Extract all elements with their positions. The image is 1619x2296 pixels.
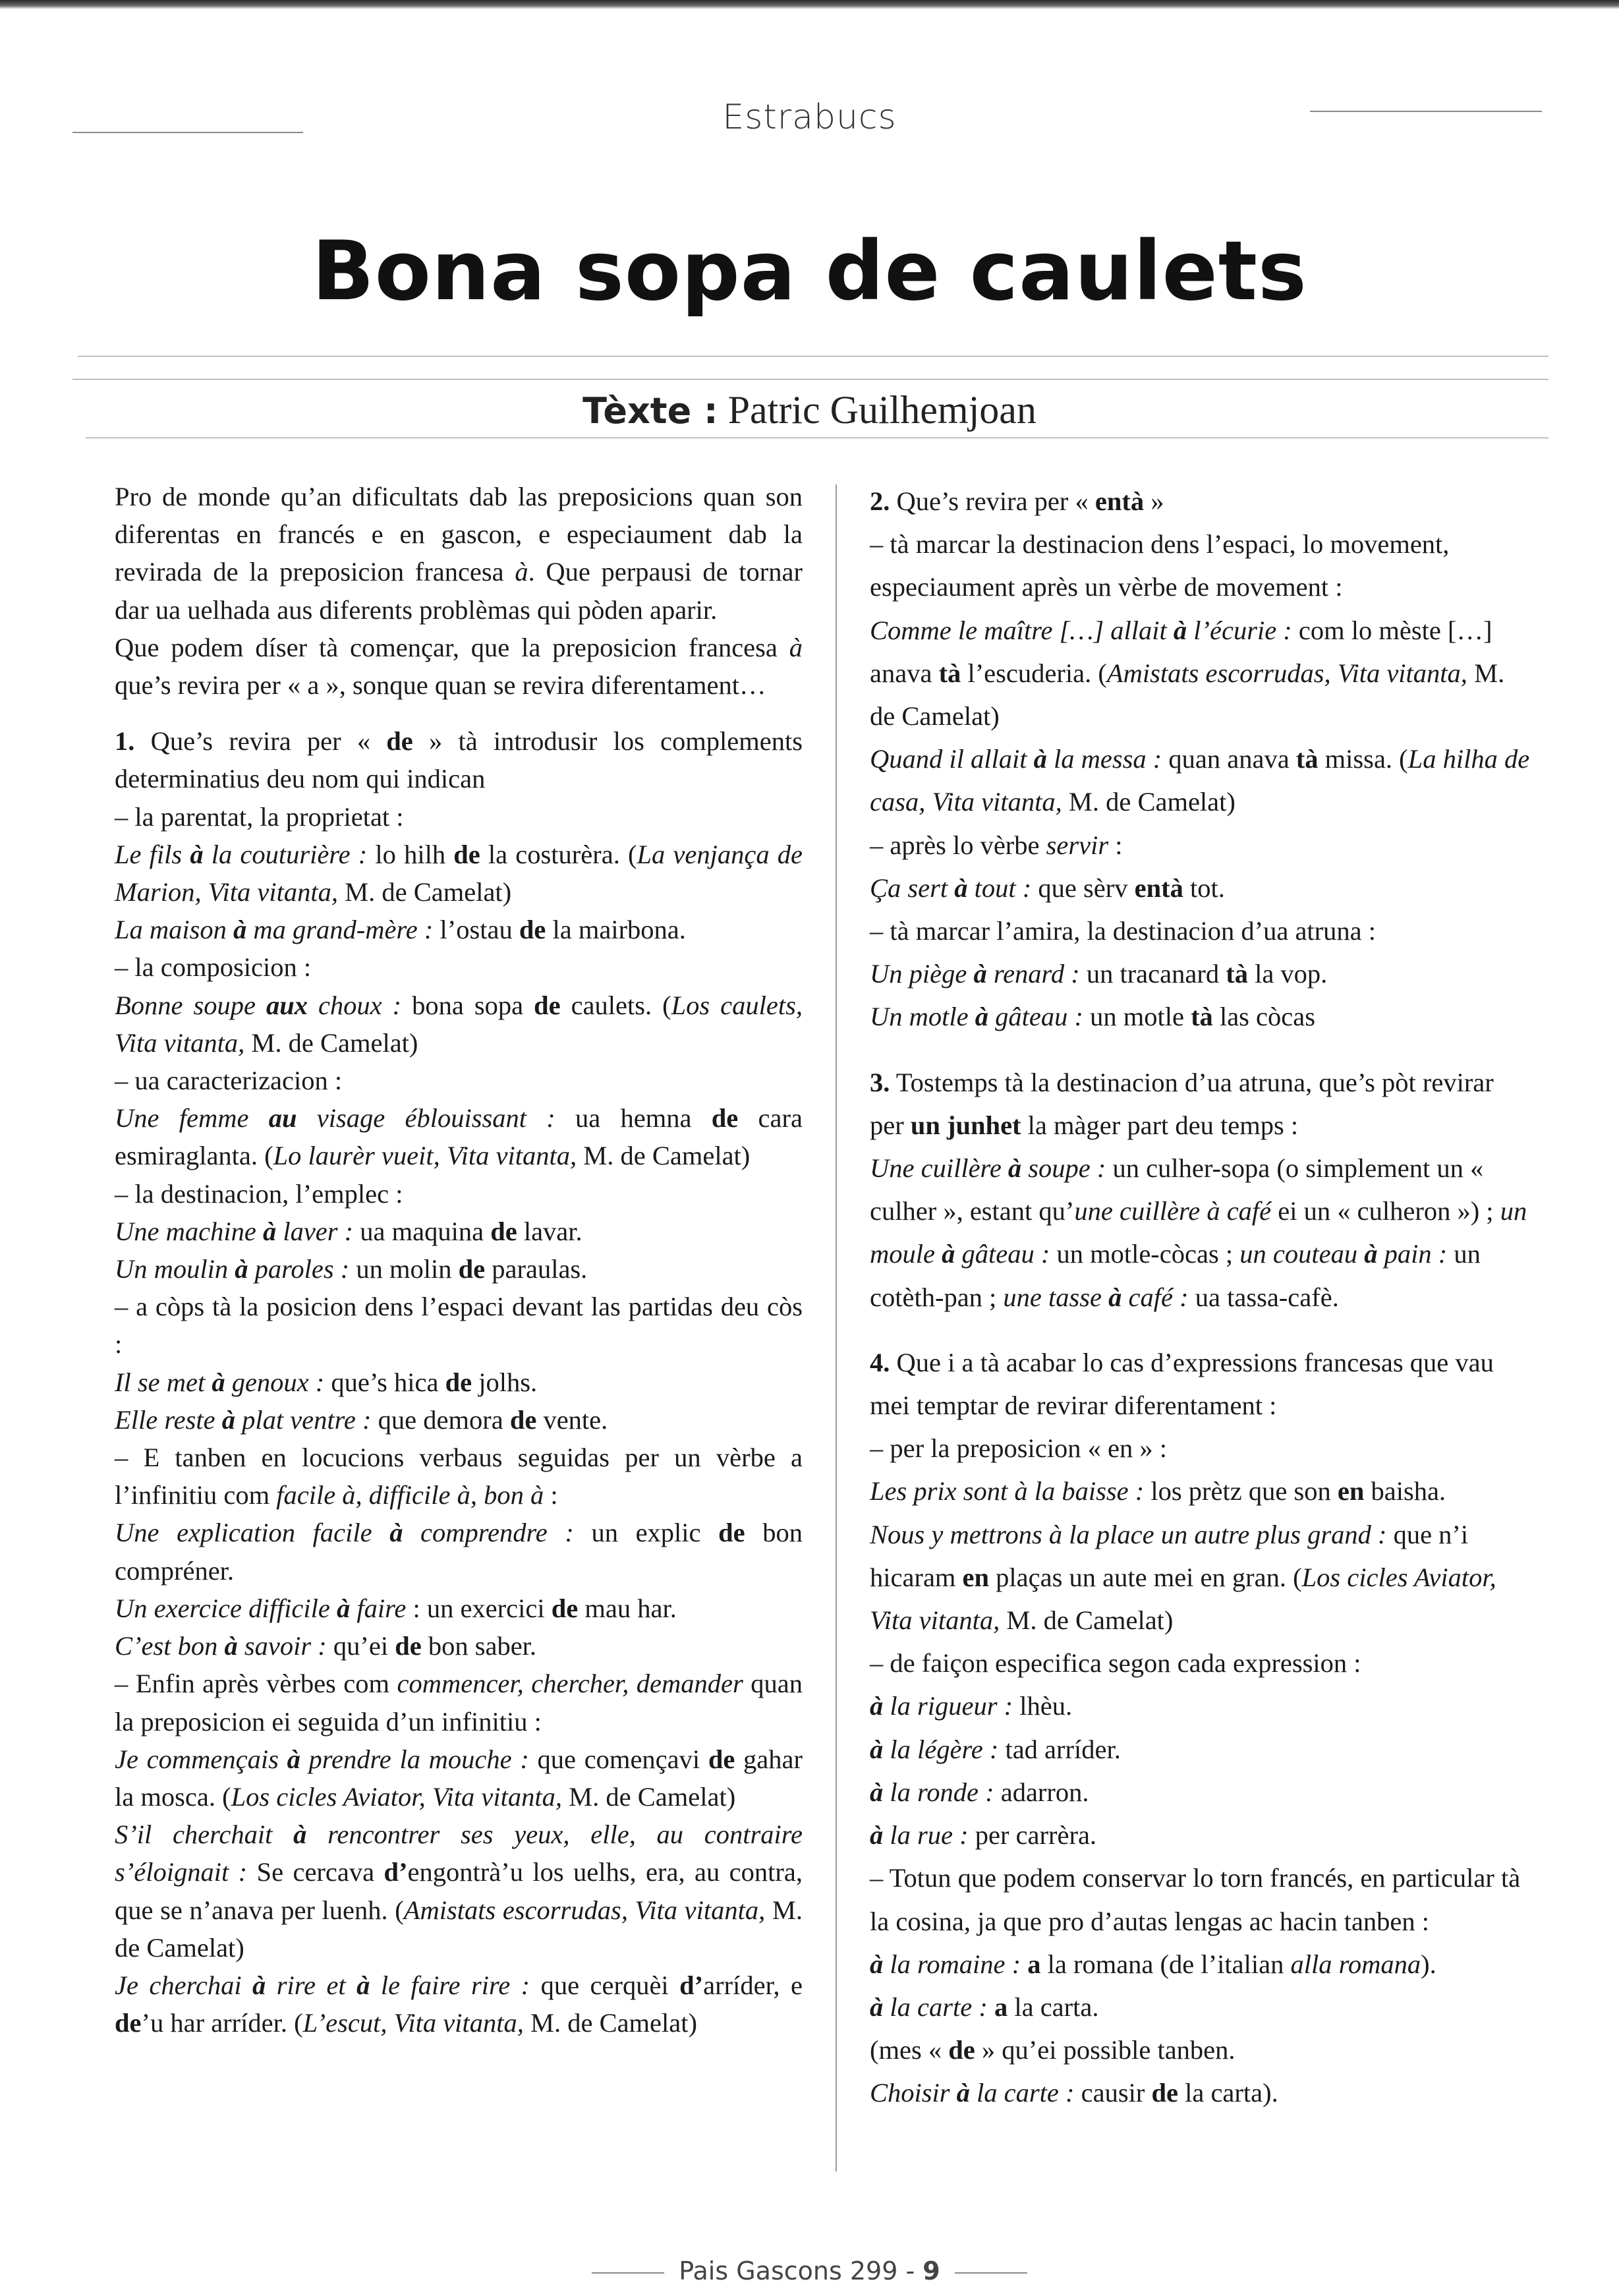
paragraph: 3. Tostemps tà la destinacion d’ua atruna, que’s pòt revirar per un junhet la màger part deu temps : bbox=[870, 1067, 1494, 1140]
paragraph-gap bbox=[870, 1039, 1530, 1061]
paragraph: 4. Que i a tà acabar lo cas d’expressions francesas que vau mei temptar de revirar diferentament : bbox=[870, 1347, 1494, 1421]
paragraph: Une machine à laver : ua maquina de lavar. bbox=[115, 1216, 582, 1246]
paragraph: Je commençais à prendre la mouche : que començavi de gahar la mosca. (Los cicles Aviator, Vita vitanta, M. de Camelat) bbox=[115, 1744, 803, 1812]
paragraph: Que podem díser tà començar, que la preposicion francesa à que’s revira per « a », sonque quan se revira diferentament… bbox=[115, 632, 803, 701]
paragraph: Le fils à la couturière : lo hilh de la costurèra. (La venjança de Marion, Vita vitanta, M. de Camelat) bbox=[115, 839, 803, 907]
paragraph: Les prix sont à la baisse : los prètz que son en baisha. bbox=[870, 1476, 1446, 1507]
column-divider bbox=[836, 484, 837, 2171]
paragraph: Pro de monde qu’an dificultats dab las preposicions quan son diferentas en francés e en gascon, e especiaument dab la revirada de la preposicion francesa à. Que perpausi de tornar dar ua uelhada aus diferents problèmas qui pòden aparir. bbox=[115, 482, 803, 625]
paragraph: à la rigueur : lhèu. bbox=[870, 1691, 1073, 1721]
paragraph: S’il cherchait à rencontrer ses yeux, elle, au contraire s’éloignait : Se cercava d’engontrà’u los uelhs, era, au contra, que se n’anava per luenh. (Amistats escorrudas, Vita vitanta, M. de Camelat) bbox=[115, 1820, 803, 1963]
paragraph: Une femme au visage éblouissant : ua hemna de cara esmiraglanta. (Lo laurèr vueit, Vita vitanta, M. de Camelat) bbox=[115, 1103, 803, 1171]
title-rule-upper bbox=[78, 356, 1548, 357]
paragraph: – per la preposicion « en » : bbox=[870, 1433, 1167, 1464]
paragraph: – après lo vèrbe servir : bbox=[870, 830, 1123, 860]
paragraph: – a còps tà la posicion dens l’espaci devant las partidas deu còs : bbox=[115, 1292, 803, 1360]
paragraph: à la rue : per carrèra. bbox=[870, 1820, 1097, 1851]
paragraph: Je cherchai à rire et à le faire rire : que cerquèi d’arríder, e de’u har arríder. (L’escut, Vita vitanta, M. de Camelat) bbox=[115, 1970, 803, 2038]
paragraph: – de faiçon especifica segon cada expression : bbox=[870, 1648, 1361, 1679]
paragraph: Nous y mettrons à la place un autre plus grand : que n’i hicaram en plaças un aute mei en gran. (Los cicles Aviator, Vita vitanta, M. de Camelat) bbox=[870, 1519, 1496, 1636]
page-footer bbox=[0, 2256, 1619, 2285]
paragraph: Comme le maître […] allait à l’écurie : com lo mèste […] anava tà l’escuderia. (Amistats escorrudas, Vita vitanta, M. de Camelat) bbox=[870, 615, 1505, 732]
paragraph: à la légère : tad arríder. bbox=[870, 1734, 1121, 1764]
paragraph: Bonne soupe aux choux : bona sopa de caulets. (Los caulets, Vita vitanta, M. de Camelat) bbox=[115, 990, 803, 1058]
footer-rule-left bbox=[592, 2272, 664, 2274]
paragraph: Un motle à gâteau : un motle tà las còcas bbox=[870, 1002, 1315, 1032]
paragraph: La maison à ma grand-mère : l’ostau de la mairbona. bbox=[115, 915, 686, 945]
paragraph: – la composicion : bbox=[115, 952, 312, 983]
paragraph: 1. Que’s revira per « de » tà introdusir los complements determinatius deu nom qui indican bbox=[115, 726, 803, 794]
paragraph: – Totun que podem conservar lo torn francés, en particular tà la cosina, ja que pro d’autas lengas ac hacin tanben : bbox=[870, 1863, 1521, 1936]
paragraph: Ça sert à tout : que sèrv entà tot. bbox=[870, 873, 1225, 903]
paragraph: Choisir à la carte : causir de la carta). bbox=[870, 2078, 1278, 2108]
paragraph: Un exercice difficile à faire : un exercici de mau har. bbox=[115, 1593, 677, 1623]
footer-rule-right bbox=[955, 2272, 1027, 2274]
paragraph: à la carte : a la carta. bbox=[870, 1992, 1099, 2022]
paragraph: Une explication facile à comprendre : un explic de bon compréner. bbox=[115, 1518, 803, 1586]
paragraph: – Enfin après vèrbes com commencer, chercher, demander quan la preposicion ei seguida d’un infinitiu : bbox=[115, 1669, 803, 1736]
article-column-right bbox=[870, 480, 1530, 2115]
paragraph-gap bbox=[115, 704, 803, 722]
page-number: 9 bbox=[923, 2256, 940, 2285]
page-title: Bona sopa de caulets bbox=[312, 224, 1307, 319]
paragraph: C’est bon à savoir : qu’ei de bon saber. bbox=[115, 1631, 537, 1661]
paragraph: Un piège à renard : un tracanard tà la vop. bbox=[870, 959, 1328, 989]
paragraph: – la parentat, la proprietat : bbox=[115, 801, 404, 832]
paragraph-gap bbox=[870, 1319, 1530, 1341]
paragraph: – la destinacion, l’emplec : bbox=[115, 1178, 403, 1209]
paragraph: – ua caracterizacion : bbox=[115, 1066, 343, 1096]
footer-magazine: Pais Gascons 299 - bbox=[679, 2256, 915, 2285]
paragraph: 2. Que’s revira per « entà » bbox=[870, 486, 1164, 516]
paragraph: – tà marcar la destinacion dens l’espaci, lo movement, especiaument après un vèrbe de movement : bbox=[870, 529, 1450, 602]
title-rule-top bbox=[72, 379, 1548, 380]
paragraph: Une cuillère à soupe : un culher-sopa (o simplement un « culher », estant qu’une cuillère à café ei un « culheron ») ; un moule à gâteau : un motle-còcas ; un couteau à pain : un cotèth-pan ; une tasse à café : ua tassa-cafè. bbox=[870, 1153, 1527, 1312]
paragraph: Elle reste à plat ventre : que demora de vente. bbox=[115, 1404, 608, 1435]
paragraph: – tà marcar l’amira, la destinacion d’ua atruna : bbox=[870, 916, 1377, 946]
byline bbox=[0, 387, 1619, 433]
paragraph: – E tanben en locucions verbaus seguidas per un vèrbe a l’infinitiu com facile à, difficile à, bon à : bbox=[115, 1443, 803, 1510]
paragraph: Quand il allait à la messa : quan anava tà missa. (La hilha de casa, Vita vitanta, M. de Camelat) bbox=[870, 744, 1530, 817]
byline-label: Tèxte : bbox=[582, 390, 718, 432]
article-column-left bbox=[115, 478, 803, 2042]
paragraph: Il se met à genoux : que’s hica de jolhs. bbox=[115, 1367, 538, 1397]
paragraph: Un moulin à paroles : un molin de paraulas. bbox=[115, 1254, 588, 1284]
scan-edge bbox=[0, 0, 1619, 9]
paragraph: (mes « de » qu’ei possible tanben. bbox=[870, 2035, 1236, 2065]
byline-author: Patric Guilhemjoan bbox=[727, 388, 1037, 432]
paragraph: à la ronde : adarron. bbox=[870, 1777, 1089, 1807]
paragraph: à la romaine : a la romana (de l’italian alla romana). bbox=[870, 1949, 1436, 1979]
section-title: Estrabucs bbox=[722, 98, 897, 137]
